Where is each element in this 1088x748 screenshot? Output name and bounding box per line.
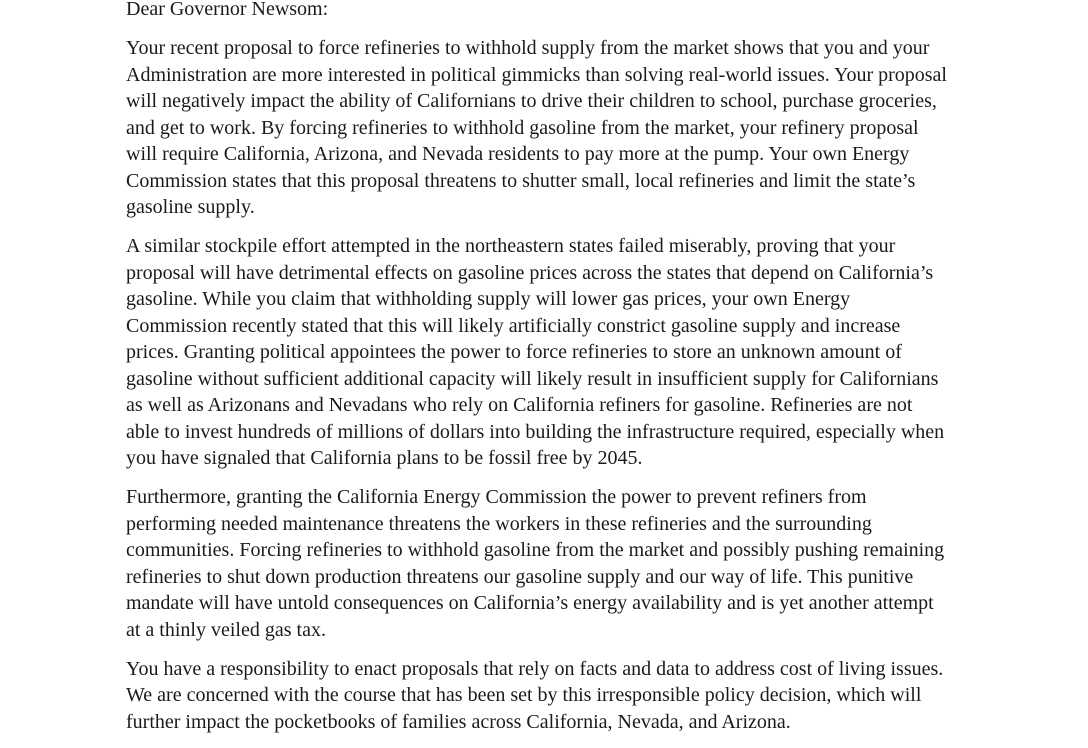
letter-paragraph-2: A similar stockpile effort attempted in the northeastern states failed miserably, proving that your proposal will have detrimental effects on gasoline prices across the states that depend on California’s gasoline. While you claim that withholding supply will lower gas prices, your own Energy Commission recently stated that this will likely artificially constrict gasoline supply and increase prices. Granting political appointees the power to force refineries to store an unknown amount of gasoline without sufficient additional capacity will likely result in insufficient supply for Californians as well as Arizonans and Nevadans who rely on California refiners for gasoline. Refineries are not able to invest hundreds of millions of dollars into building the infrastructure required, especially when you have signaled that California plans to be fossil free by 2045. [126, 235, 945, 469]
salutation: Dear Governor Newsom: [126, 0, 329, 20]
letter-page [126, 0, 948, 748]
letter-paragraph-1: Your recent proposal to force refineries to withhold supply from the market shows that you and your Administration are more interested in political gimmicks than solving real-world issues. Your proposal will negatively impact the ability of Californians to drive their children to school, purchase groceries, and get to work. By forcing refineries to withhold gasoline from the market, your refinery proposal will require California, Arizona, and Nevada residents to pay more at the pump. Your own Energy Commission states that this proposal threatens to shutter small, local refineries and limit the state’s gasoline supply. [126, 37, 947, 218]
letter-paragraph-4: You have a responsibility to enact proposals that rely on facts and data to address cost of living issues. We are concerned with the course that has been set by this irresponsible policy decision, which will further impact the pocketbooks of families across California, Nevada, and Arizona. [126, 657, 944, 733]
letter-paragraph-3: Furthermore, granting the California Energy Commission the power to prevent refiners from performing needed maintenance threatens the workers in these refineries and the surrounding communities. Forcing refineries to withhold gasoline from the market and possibly pushing remaining refineries to shut down production threatens our gasoline supply and our way of life. This punitive mandate will have untold consequences on California’s energy availability and is yet another attempt at a thinly veiled gas tax. [126, 486, 945, 641]
